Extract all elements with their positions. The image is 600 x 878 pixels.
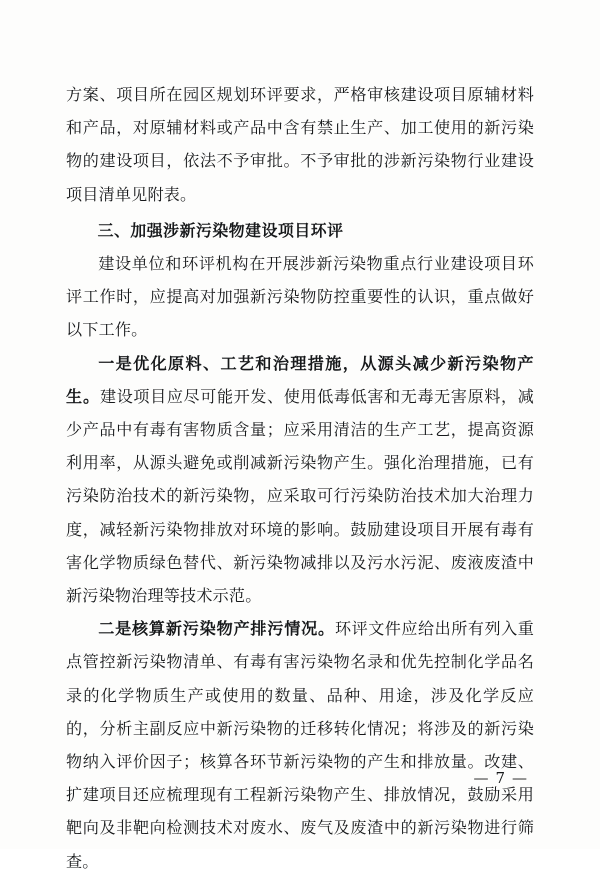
- paragraph-continued: 方案、项目所在园区规划环评要求，严格审核建设项目原辅材料和产品，对原辅材料或产品中含有禁止生产、加工使用的新污染物的建设项目，依法不予审批。不予审批的涉新污染物行业建设项目清单见附表。: [66, 85, 534, 204]
- footer-dash-right: —: [512, 769, 528, 787]
- item-two-text: 环评文件应给出所有列入重点管控新污染物清单、有毒有害污染物名录和优先控制化学品名录的化学物质生产或使用的数量、品种、用途，涉及化学反应的，分析主副反应中新污染物的迁移转化情况；将涉及的新污染物纳入评价因子；核算各环节新污染物的产生和排放量。改建、扩建项目还应梳理现有工程新污染物产生、排放情况，鼓励采用靶向及非靶向检测技术对废水、废气及废渣中的新污染物进行筛查。: [66, 619, 534, 871]
- item-two-lead: 二是核算新污染物产排污情况。: [98, 619, 335, 639]
- paragraph-item-one: [66, 347, 534, 613]
- paragraph-intro: 建设单位和环评机构在开展涉新污染物重点行业建设项目环评工作时，应提高对加强新污染物防控重要性的认识，重点做好以下工作。: [66, 254, 534, 340]
- page-footer: [66, 769, 534, 787]
- paragraph-item-two: [66, 612, 534, 878]
- section-heading-3: 三、加强涉新污染物建设项目环评: [97, 220, 344, 240]
- item-one-text: 建设项目应尽可能开发、使用低毒低害和无毒无害原料，减少产品中有毒有害物质含量；应采用清洁的生产工艺，提高资源利用率，从源头避免或削减新污染物产生。强化治理措施，已有污染防治技术的新污染物，应采取可行污染防治技术加大治理力度，减轻新污染物排放对环境的影响。鼓励建设项目开展有毒有害化学物质绿色替代、新污染物减排以及污水污泥、废液废渣中新污染物治理等技术示范。: [66, 386, 534, 606]
- item-one-lead: 一是优化原料、工艺和治理措施，从源头减少新污染物产生。: [66, 353, 534, 406]
- page-number: 7: [495, 769, 506, 787]
- document-body: [66, 78, 534, 878]
- footer-dash-left: —: [473, 769, 490, 787]
